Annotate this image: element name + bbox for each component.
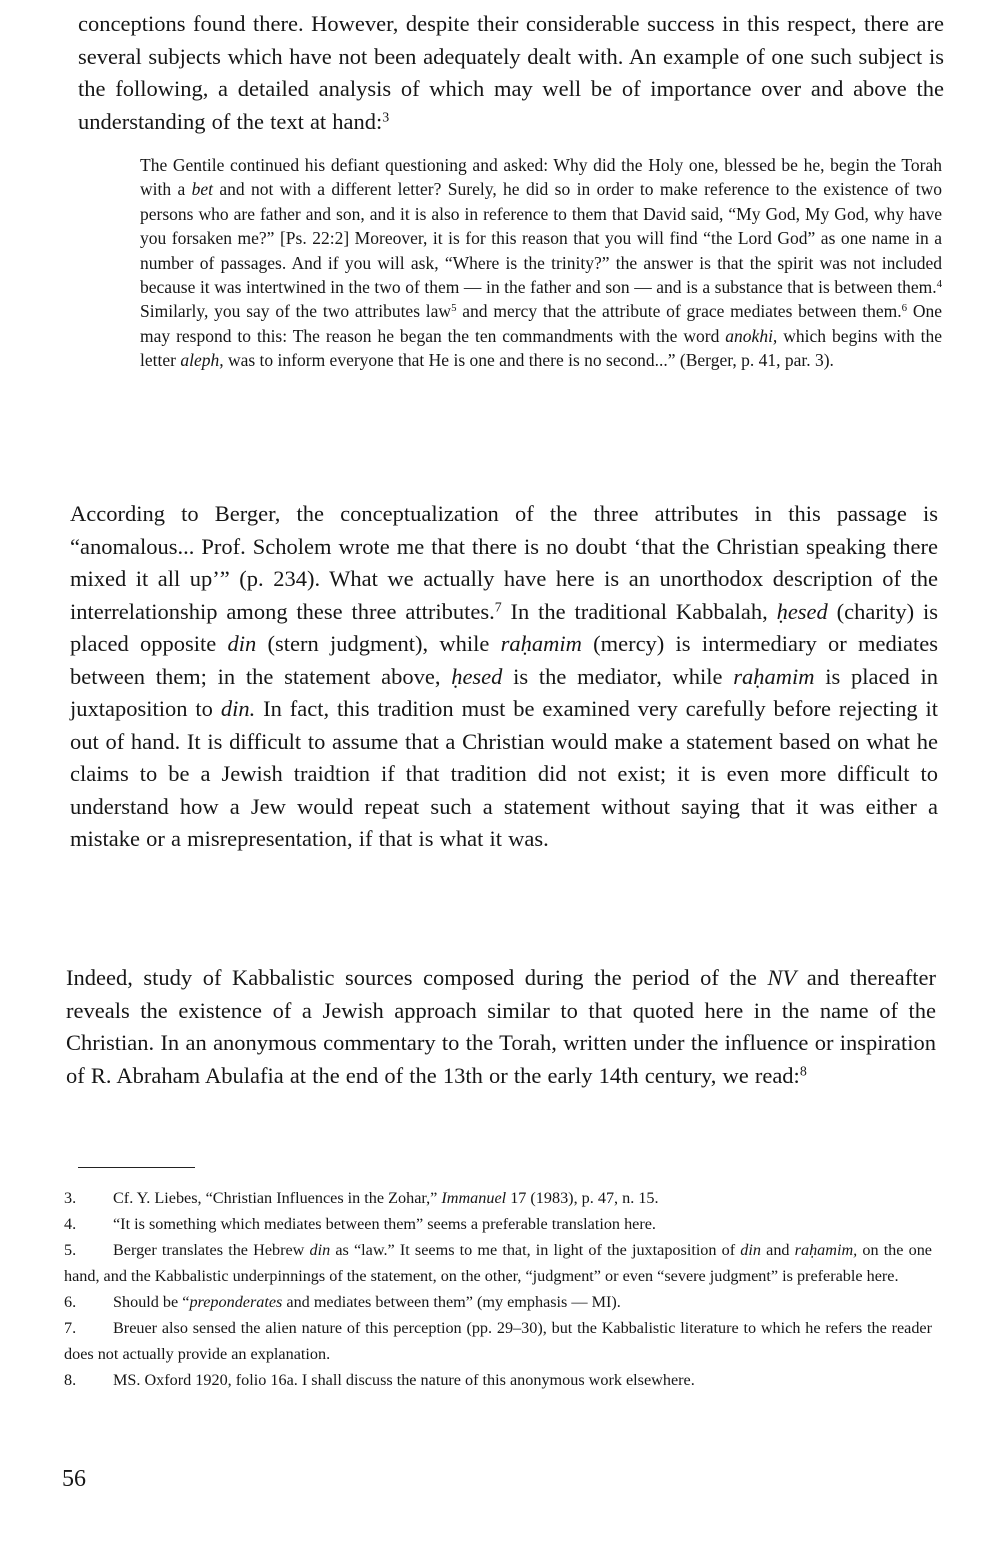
footnote-italic: din: [740, 1241, 761, 1259]
paragraph-text: According to Berger, the conceptualization of the three attributes in this passage is “anomalous... Prof. Scholem wrote me that there is no doubt ‘that the Christian speaking there mixed it all up’” (p. 234). What we actually have here is an unorthodox description of the interrelationship among these three attributes.: [70, 501, 938, 624]
italic-term: raḥamim: [733, 663, 815, 689]
footnote-number: 5.: [64, 1241, 77, 1259]
footnote-4: [64, 1211, 932, 1237]
quote-text: Similarly, you say of the two attributes law: [140, 301, 452, 322]
paragraph-text: conceptions found there. However, despite their considerable success in this respect, there are several subjects which have not been adequately dealt with. An example of one such subject is the following, a detailed analysis of which may well be of importance over and above the understanding of the text at hand:: [78, 11, 944, 134]
paragraph-text: is placed in juxtaposition to: [70, 663, 938, 721]
quote-text: and mercy that the attribute of grace mediates between them.: [456, 301, 902, 322]
quote-italic: bet: [191, 179, 214, 200]
footnote-text: and mediates between them” (my emphasis — MI).: [282, 1293, 621, 1311]
italic-term: NV: [767, 965, 797, 990]
body-paragraph-berger: [70, 498, 938, 856]
page-number: 56: [62, 1466, 86, 1492]
body-paragraph-intro: [78, 8, 944, 138]
block-quotation: [140, 153, 942, 373]
footnote-text: MS. Oxford 1920, folio 16a. I shall discuss the nature of this anonymous work elsewhere.: [113, 1371, 695, 1389]
footnote-7: [64, 1315, 932, 1367]
footnotes-section: [64, 1185, 932, 1393]
paragraph-text: (mercy) is intermediary or mediates between them; in the statement above,: [70, 631, 938, 689]
footnote-text: 17 (1983), p. 47, n. 15.: [506, 1189, 659, 1207]
paragraph-text: (stern judgment), while: [256, 631, 501, 656]
footnote-ref: 6: [901, 302, 908, 315]
footnote-6: [64, 1289, 932, 1315]
body-paragraph-indeed: [66, 962, 936, 1092]
footnote-ref: 7: [494, 599, 502, 615]
footnote-8: [64, 1367, 932, 1393]
italic-term: ḥesed: [451, 663, 503, 689]
footnote-italic: raḥamim,: [794, 1241, 858, 1259]
italic-term: raḥamim: [500, 631, 582, 656]
footnote-italic: Immanuel: [441, 1189, 507, 1207]
footnote-number: 7.: [64, 1319, 77, 1337]
footnote-ref: 3: [382, 109, 390, 125]
italic-term: ḥesed: [776, 598, 828, 624]
footnote-italic: preponderates: [189, 1293, 283, 1311]
paragraph-text: (charity) is placed opposite: [70, 598, 938, 656]
footnote-text: and: [760, 1241, 795, 1259]
paragraph-text: and thereafter reveals the existence of a Jewish approach similar to that quoted here in the name of the Christian. In an anonymous commentary to the Torah, written under the influence or inspiration of R. Abraham Abulafia at the end of the 13th or the early 14th century, we read:: [66, 965, 936, 1088]
footnote-text: Should be “: [113, 1293, 190, 1311]
quote-italic: anokhi,: [725, 325, 778, 346]
footnote-text: “It is something which mediates between them” seems a preferable translation here.: [113, 1215, 656, 1233]
quote-text: The Gentile continued his defiant questioning and asked: Why did the Holy one, blessed be he, begin the Torah with a: [140, 155, 942, 200]
footnote-text: Berger translates the Hebrew: [113, 1241, 310, 1259]
paragraph-text: Indeed, study of Kabbalistic sources composed during the period of the: [66, 965, 768, 990]
footnote-ref: 4: [936, 278, 942, 291]
footnote-ref: 5: [451, 302, 457, 315]
footnote-text: Cf. Y. Liebes, “Christian Influences in the Zohar,”: [113, 1189, 442, 1207]
footnote-number: 8.: [64, 1371, 77, 1389]
quote-text: and not with a different letter? Surely, he did so in order to make reference to the existence of two persons who are father and son, and it is also in reference to them that David said, “My God, My God, why have you forsaken me?” [Ps. 22:2] Moreover, it is for this reason that you will find “the Lord God” as one name in a number of passages. And if you will ask, “Where is the trinity?” the answer is that the spirit was not included because it was intertwined in the two of them — in the father and son — and is a substance that is between them.: [140, 179, 942, 298]
footnote-number: 6.: [64, 1293, 77, 1311]
paragraph-text: is the mediator, while: [502, 663, 734, 689]
footnote-number: 3.: [64, 1189, 77, 1207]
footnote-italic: din: [309, 1241, 331, 1259]
footnote-number: 4.: [64, 1215, 77, 1233]
italic-term: din: [227, 631, 257, 656]
footnote-5: [64, 1237, 932, 1289]
footnote-text: Breuer also sensed the alien nature of this perception (pp. 29–30), but the Kabbalistic literature to which he refers the reader does not actually provide an explanation.: [64, 1319, 932, 1363]
footnote-3: [64, 1185, 932, 1211]
paragraph-text: In the traditional Kabbalah,: [501, 598, 777, 624]
italic-term: din.: [220, 696, 256, 721]
footnote-text: as “law.” It seems to me that, in light of the juxtaposition of: [330, 1241, 741, 1259]
footnote-text: on the one hand, and the Kabbalistic underpinnings of the statement, on the other, “judgment” or even “severe judgment” is preferable here.: [64, 1241, 932, 1285]
footnote-divider: [78, 1167, 195, 1168]
quote-text: was to inform everyone that He is one and there is no second...” (Berger, p. 41, par. 3).: [223, 350, 834, 371]
quote-italic: aleph,: [180, 350, 224, 371]
paragraph-text: In fact, this tradition must be examined very carefully before rejecting it out of hand. It is difficult to assume that a Christian would make a statement based on what he claims to be a Jewish traidtion if that tradition did not exist; it is even more difficult to understand how a Jew would repeat such a statement without saying that it was either a mistake or a misrepresentation, if that is what it was.: [70, 696, 938, 851]
quote-text: which begins with the letter: [140, 325, 943, 371]
footnote-ref: 8: [799, 1063, 807, 1079]
quote-text: One may respond to this: The reason he began the ten commandments with the word: [140, 301, 943, 346]
